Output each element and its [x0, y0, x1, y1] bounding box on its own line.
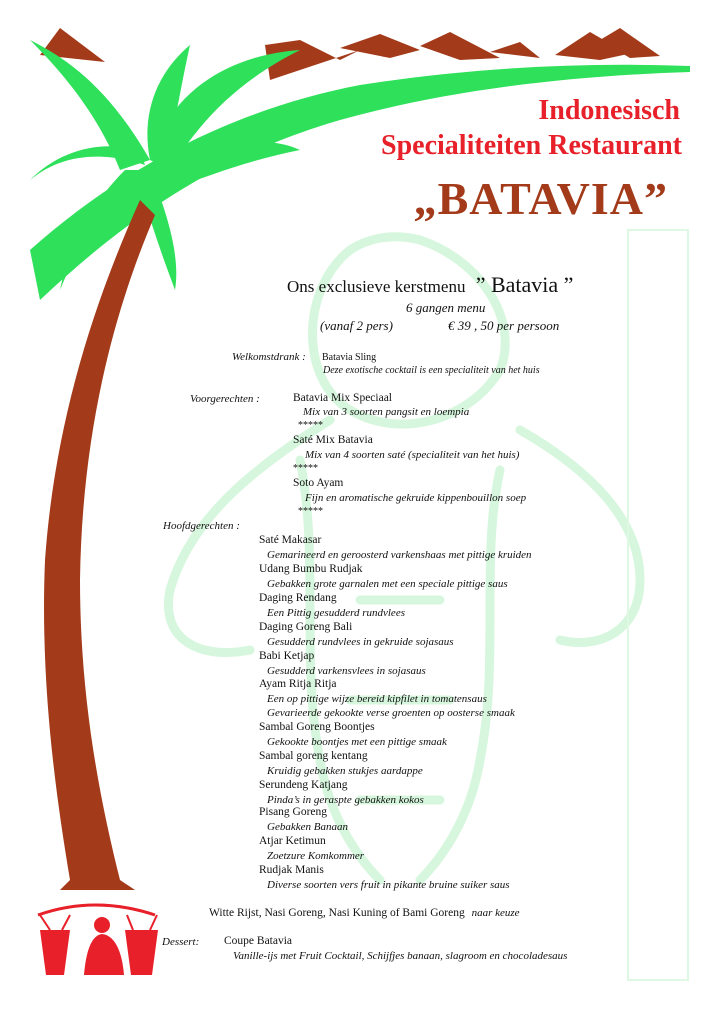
menu-title — [287, 272, 573, 298]
dessert-item: Coupe Batavia — [224, 935, 293, 947]
main-name: Daging Rendang — [259, 592, 337, 604]
main-desc: Gebakken grote garnalen met een speciale pittige saus — [267, 578, 508, 590]
starter-desc: Fijn en aromatische gekruide kippenbouillon soep — [305, 492, 527, 504]
menu-title-name: ” Batavia ” — [475, 272, 574, 297]
welcome-label: Welkomstdrank : — [232, 351, 306, 363]
main-name: Pisang Goreng — [259, 806, 328, 818]
starter-separator: ***** — [298, 420, 323, 431]
rice-text: Witte Rijst, Nasi Goreng, Nasi Kuning of Bami Goreng — [209, 907, 465, 919]
rice-note: naar keuze — [471, 907, 520, 919]
main-desc: Gesudderd varkensvlees in sojasaus — [267, 665, 426, 677]
courses-count: 6 gangen menu — [406, 300, 486, 315]
welcome-item: Batavia Sling — [322, 352, 377, 363]
dessert-label: Dessert: — [162, 936, 200, 948]
main-desc: Gemarineerd en geroosterd varkenshaas met pittige kruiden — [267, 549, 532, 561]
minimum-persons: (vanaf 2 pers) — [320, 318, 393, 333]
starter-name: Batavia Mix Speciaal — [293, 392, 392, 404]
main-desc-extra: Gevarieerde gekookte verse groenten op oosterse smaak — [267, 707, 515, 719]
header-line-1: Indonesisch — [538, 95, 680, 126]
main-name: Udang Bumbu Rudjak — [259, 563, 363, 575]
rice-options — [209, 907, 520, 919]
main-desc: Zoetzure Komkommer — [267, 850, 365, 862]
starter-name: Saté Mix Batavia — [293, 434, 373, 446]
main-desc: Een op pittige wijze bereid kipfilet in tomatensaus — [267, 693, 487, 705]
main-desc: Kruidig gebakken stukjes aardappe — [267, 765, 423, 777]
main-name: Atjar Ketimun — [259, 835, 326, 847]
header-line-2: Specialiteiten Restaurant — [381, 130, 682, 161]
main-name: Ayam Ritja Ritja — [259, 678, 337, 690]
main-name: Daging Goreng Bali — [259, 621, 353, 633]
main-desc: Een Pittig gesudderd rundvlees — [267, 607, 405, 619]
starter-desc: Mix van 3 soorten pangsit en loempia — [303, 406, 470, 418]
mains-label: Hoofdgerechten : — [163, 520, 240, 532]
menu-title-prefix: Ons exclusieve kerstmenu — [287, 277, 466, 296]
main-name: Rudjak Manis — [259, 864, 324, 876]
main-name: Sambal Goreng Boontjes — [259, 721, 375, 733]
price: € 39 , 50 per persoon — [448, 318, 560, 333]
main-name: Serundeng Katjang — [259, 779, 348, 791]
starter-separator: ***** — [298, 506, 323, 517]
main-desc: Diverse soorten vers fruit in pikante bruine suiker saus — [267, 879, 510, 891]
main-desc: Gekookte boontjes met een pittige smaak — [267, 736, 447, 748]
main-name: Sambal goreng kentang — [259, 750, 368, 762]
dessert-desc: Vanille-ijs met Fruit Cocktail, Schijfjes banaan, slagroom en chocoladesaus — [233, 950, 568, 962]
vendor-icon — [38, 905, 158, 975]
main-desc: Pinda’s in geraspte gebakken kokos — [267, 794, 424, 806]
welcome-desc: Deze exotische cocktail is een specialiteit van het huis — [323, 365, 540, 376]
starters-label: Voorgerechten : — [190, 393, 260, 405]
main-desc: Gebakken Banaan — [267, 821, 348, 833]
starter-name: Soto Ayam — [293, 477, 344, 489]
restaurant-name: „BATAVIA” — [413, 173, 668, 224]
palm-trunk-icon — [44, 200, 155, 880]
main-name: Saté Makasar — [259, 534, 322, 546]
starter-desc: Mix van 4 soorten saté (specialiteit van het huis) — [305, 449, 520, 461]
main-name: Babi Ketjap — [259, 650, 315, 662]
starter-separator: ***** — [293, 463, 318, 474]
main-desc: Gesudderd rundvlees in gekruide sojasaus — [267, 636, 454, 648]
